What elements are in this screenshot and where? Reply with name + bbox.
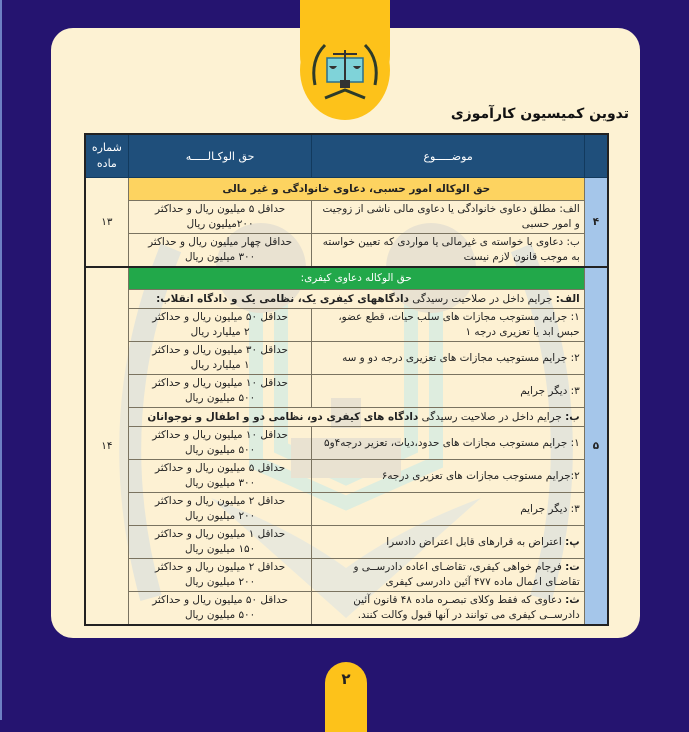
subject-cell: ۱: جرایم مستوجب مجازات های سلب حیات، قطع عضو، حبس ابد یا تعزیری درجه ۱ <box>312 309 584 342</box>
fee-cell: حداقل ۳۰ میلیون ریال و حداکثر ۱ میلیارد ریال <box>128 342 312 375</box>
subgroup-header-row <box>85 290 608 309</box>
table-row <box>85 427 608 460</box>
table-header-row <box>85 134 608 178</box>
fee-cell: حداقل ۵۰ میلیون ریال و حداکثر ۲ میلیارد ریال <box>128 309 312 342</box>
header-article: شماره ماده <box>85 134 128 178</box>
fee-cell: حداقل ۵ میلیون ریال و حداکثر ۲۰۰میلیون ریال <box>128 201 312 234</box>
table-row <box>85 342 608 375</box>
subgroup-heading: الف: جرایم داخل در صلاحیت رسیدگی دادگاههای کیفری یک، نظامی یک و دادگاه انقلاب: <box>128 290 584 309</box>
table-row <box>85 526 608 559</box>
section-4-band-row <box>85 178 608 201</box>
table-row <box>85 234 608 268</box>
frame-edge <box>0 0 2 720</box>
subject-cell: ۱: جرایم مستوجب مجازات های حدود،دیات، تعزیر درجه۴و۵ <box>312 427 584 460</box>
scales-of-justice-icon <box>305 30 385 110</box>
header-num <box>584 134 608 178</box>
header-fee: حق الوکـالـــــه <box>128 134 312 178</box>
subject-cell: ۲: جرایم مستوجیب مجازات های تعزیری درجه دو و سه <box>312 342 584 375</box>
page-title: تدوین کمیسیون کارآموزی <box>450 106 629 122</box>
fee-cell: حداقل ۱۰ میلیون ریال و حداکثر ۵۰۰ میلیون ریال <box>128 375 312 408</box>
table-row <box>85 592 608 626</box>
page-number-tab: ۲ <box>325 662 367 732</box>
section-number: ۵ <box>584 267 608 625</box>
table-row <box>85 201 608 234</box>
header-subject: موضـــــوع <box>312 134 584 178</box>
fee-cell: حداقل ۱۰ میلیون ریال و حداکثر ۵۰۰ میلیون ریال <box>128 427 312 460</box>
table-row <box>85 493 608 526</box>
section-5-band-row <box>85 267 608 290</box>
table-row <box>85 309 608 342</box>
fee-cell: حداقل ۲ میلیون ریال و حداکثر ۲۰۰ میلیون ریال <box>128 493 312 526</box>
subject-cell: الف: مطلق دعاوی خانوادگی یا دعاوی مالی ناشی از زوجیت و امور حسبی <box>312 201 584 234</box>
article-number: ۱۳ <box>85 178 128 268</box>
fees-table <box>84 133 609 626</box>
subject-cell: ۳: دیگر جرایم <box>312 493 584 526</box>
table-row <box>85 375 608 408</box>
section-band-title: حق الوکاله امور حسبی، دعاوی خانوادگی و غیر مالی <box>128 178 584 201</box>
subject-cell: ۳: دیگر جرایم <box>312 375 584 408</box>
logo <box>300 20 390 120</box>
fee-cell: حداقل ۲ میلیون ریال و حداکثر ۲۰۰ میلیون ریال <box>128 559 312 592</box>
section-band-title: حق الوکاله دعاوی کیفری: <box>128 267 584 290</box>
table-row <box>85 460 608 493</box>
table-row <box>85 559 608 592</box>
subject-cell: ب: دعاوی با خواسته ی غیرمالی یا مواردی که تعیین خواسته به موجب قانون لازم نیست <box>312 234 584 268</box>
subject-cell: ۲:جرایم مستوجب مجازات های تعزیری درجه۶ <box>312 460 584 493</box>
article-number: ۱۴ <box>85 267 128 625</box>
subject-cell: ت: فرجام خواهی کیفری، تقاضـای اعاده دادرســی و تقاضـای اعمال ماده ۴۷۷ آئین دادرسی کیفری <box>312 559 584 592</box>
subject-cell: ث: دعاوی که فقط وکلای تبصـره ماده ۴۸ قانون آئین دادرســی کیفری می توانند در آنها قبول وکالت کنند. <box>312 592 584 626</box>
fee-cell: حداقل ۵۰ میلیون ریال و حداکثر ۵۰۰ میلیون ریال <box>128 592 312 626</box>
fee-cell: حداقل چهار میلیون ریال و حداکثر ۳۰۰ میلیون ریال <box>128 234 312 268</box>
fee-cell: حداقل ۵ میلیون ریال و حداکثر ۳۰۰ میلیون ریال <box>128 460 312 493</box>
subgroup-header-row <box>85 408 608 427</box>
subgroup-heading: ب: جرایم داخل در صلاحیت رسیدگی دادگاه های کیفری دو، نظامی دو و اطفال و نوجوانان <box>128 408 584 427</box>
section-number: ۴ <box>584 178 608 268</box>
subject-cell: پ: اعتراض به قرارهای قابل اعتراض دادسرا <box>312 526 584 559</box>
fee-cell: حداقل ۱ میلیون ریال و حداکثر ۱۵۰ میلیون ریال <box>128 526 312 559</box>
